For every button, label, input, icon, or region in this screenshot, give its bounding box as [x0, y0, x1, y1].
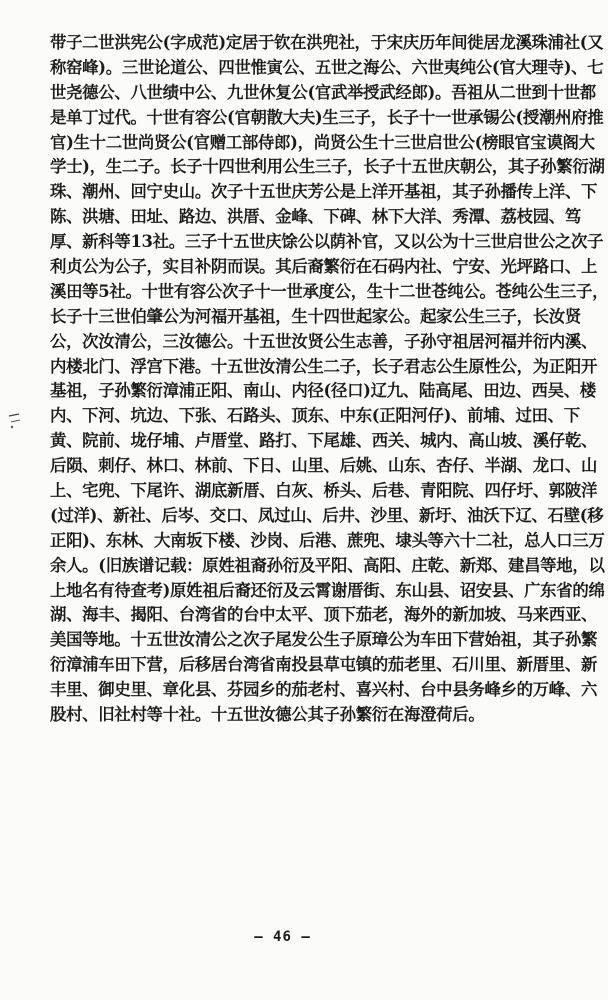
margin-mark [6, 410, 22, 432]
text-line: 股村、旧社村等十社。十五世汝德公其子孙繁衍在海澄荷后。 [50, 705, 485, 725]
text-line: 带子二世洪宪公(字成范)定居于钦在洪兜社，于宋庆历年间徙居龙溪珠浦社(又 [50, 33, 604, 52]
text-line: 是单丁过代。十世有容公(官朝散大夫)生三子，长子十一世承锡公(授潮州府推 [50, 107, 604, 127]
text-line: (过洋)、新社、后岑、交口、凤过山、后井、沙里、新圩、油沃下辽、石壁(移 [50, 505, 604, 525]
page-number: — 46 — [254, 929, 311, 945]
text-line: 溪田等5社。十世有容公次子十一世承度公，生十二世苍纯公。苍纯公生三子， [50, 281, 608, 301]
body-text [50, 31, 608, 728]
text-line: 世尧德公、八世绩中公、九世休复公(官武举授武经郎)。吾祖从二世到十世都 [50, 82, 596, 102]
text-line: 美国等地。十五世汝清公之次子尾发公生子原璋公为车田下营始祖，其子孙繁 [50, 630, 598, 650]
text-line: 湖、海丰、揭阳、台湾省的台中太平、顶下茄老，海外的新加坡、马来西亚、 [50, 605, 598, 625]
text-line: 基祖，子孙繁衍漳浦正阳、南山、内径(径口)辽九、陆高尾、田边、西吴、楼 [50, 381, 596, 401]
text-line: 长子十三世伯肇公为河福开基祖，生十四世起家公。起家公生三子，长汝贤 [50, 306, 581, 326]
text-line: 陈、洪塘、田址、路边、洪厝、金峰、下碑、林下大洋、秀潭、荔枝园、笃 [50, 207, 581, 227]
text-line: 官)生十二世尚贤公(官赠工部侍郎)，尚贤公生十三世启世公(榜眼官宝谟阁大 [50, 132, 595, 152]
text-line: 黄、院前、垅仔埔、卢厝堂、路打、下尾雄、西关、城内、高山坡、溪仔乾、 [50, 431, 598, 451]
text-line: 上、宅兜、下尾许、湖底新厝、白灰、桥头、后巷、青阳院、四仔圩、郭陂洋 [50, 481, 598, 501]
text-line: 学士)，生二子。长子十四世利用公生三子，长子十五世庆朝公，其子孙繁衍湖 [50, 157, 605, 177]
text-line: 后陨、刺仔、林口、林前、下日、山里、后姚、山东、杏仔、半湖、龙口、山 [50, 456, 598, 476]
text-line: 内、下河、坑边、下张、石路头、顶东、中东(正阳河仔)、前埔、过田、下 [50, 406, 580, 426]
text-line: 称窑峰)。三世论道公、四世惟寅公、五世之海公、六世夷纯公(官大理寺)、七 [50, 57, 604, 77]
text-line: 余人。(旧族谱记载：原姓祖裔孙衍及平阳、高阳、庄乾、新郑、建昌等地，以 [50, 555, 605, 575]
text-line: 正阳)、东林、大南坂下楼、沙岗、后港、蔗兜、埭头等六十二社，总人口三万 [50, 530, 605, 550]
text-line: 利贞公为公子，实目补阴而误。其后裔繁衍在石码内社、宁安、光坪路口、上 [50, 257, 598, 277]
text-line: 珠、潮州、回宁史山。次子十五世庆芳公是上洋开基祖，其子孙播传上洋、下 [50, 182, 598, 202]
text-line: 上地名有待查考)原姓祖后裔还衍及云霄谢厝街、东山县、诏安县、广东省的绵 [50, 580, 605, 600]
text-line: 内楼北门、浮宫下港。十五世汝清公生二子，长子君志公生原性公，为正阳开 [50, 356, 598, 376]
text-line: 丰里、御史里、章化县、芬园乡的茄老村、喜兴村、台中县务峰乡的万峰、六 [50, 680, 598, 700]
text-line: 衍漳浦车田下营，后移居台湾省南投县草屯镇的茄老里、石川里、新厝里、新 [50, 655, 598, 675]
text-line: 厚、新科等13社。三子十五世庆馀公以荫补官，又以公为十三世启世公之次子 [50, 232, 604, 252]
text-line: 公，次汝清公，三汝德公。十五世汝贤公生志善，子孙守祖居河福并衍内溪、 [50, 331, 598, 351]
